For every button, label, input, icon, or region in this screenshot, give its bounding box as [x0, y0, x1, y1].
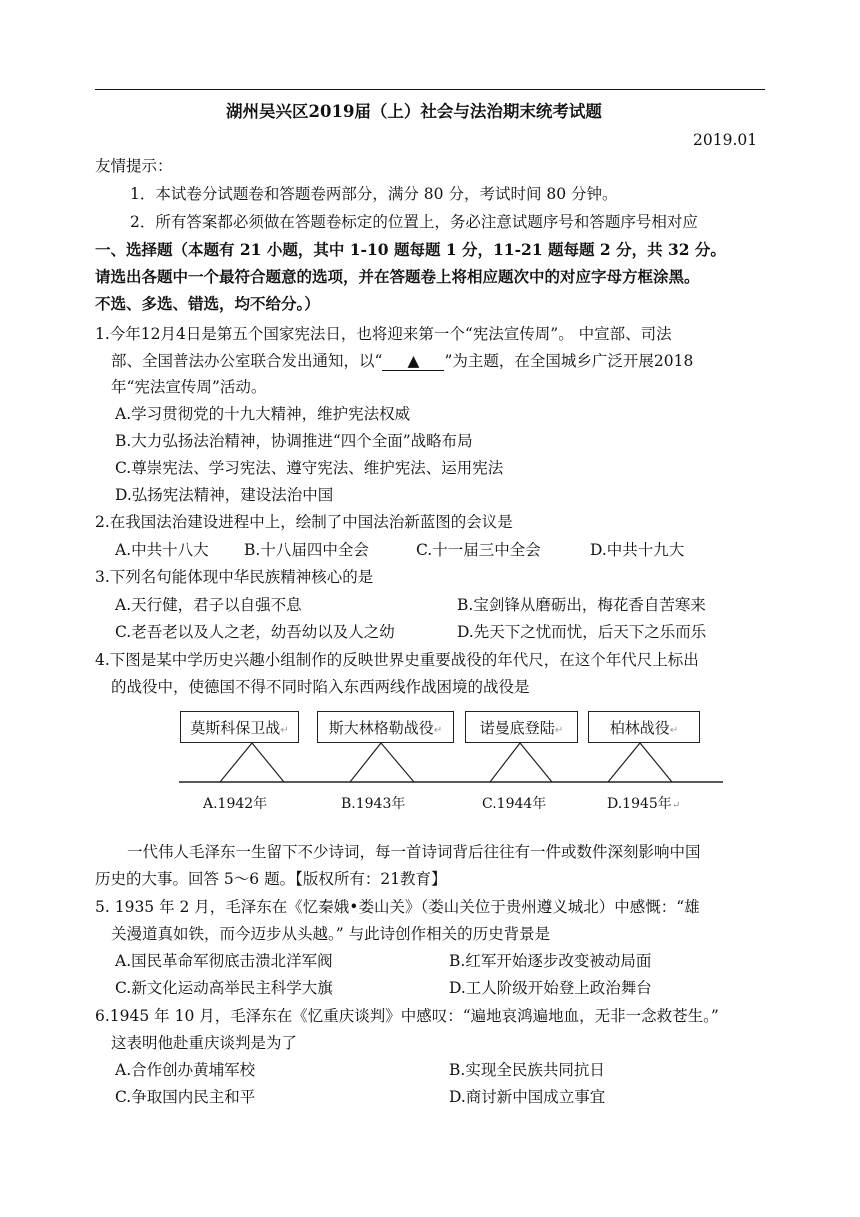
battle-berlin: [588, 711, 700, 743]
q1-stem-post: ”为主题，在全国城乡广泛开展2018: [444, 352, 694, 370]
q3-option-a: A.天行健，君子以自强不息: [115, 596, 302, 614]
q6-stem-line1: 6.1945 年 10 月，毛泽东在《忆重庆谈判》中感叹：“遍地哀鸿遍地血，无非一念救苍生。”: [95, 1007, 719, 1025]
battle-normandy-label: 诺曼底登陆: [479, 719, 555, 737]
year-1942: A.1942年: [203, 796, 268, 812]
q3-stem: 3.下列名句能体现中华民族精神核心的是: [95, 568, 374, 586]
battle-berlin-label: 柏林战役: [609, 719, 670, 737]
q5-option-c: C.新文化运动高举民主科学大旗: [115, 979, 333, 997]
q6-option-a: A.合作创办黄埔军校: [115, 1061, 256, 1079]
q3-option-c: C.老吾老以及人之老，幼吾幼以及人之幼: [115, 623, 395, 641]
timeline-pointer-3: [490, 743, 552, 782]
tips-label: 友情提示：: [95, 157, 173, 175]
q5-stem-line1: 5. 1935 年 2 月，毛泽东在《忆秦娥•娄山关》（娄山关位于贵州遵义城北）中感慨：“雄: [95, 898, 700, 916]
q5-option-d: D.工人阶级开始登上政治舞台: [449, 979, 652, 997]
q6-option-b: B.实现全民族共同抗日: [449, 1061, 605, 1079]
q1-option-d: D.弘扬宪法精神，建设法治中国: [115, 486, 334, 504]
return-mark: ↵: [280, 725, 289, 736]
q6-option-c: C.争取国内民主和平: [115, 1088, 256, 1106]
return-mark: ↵: [554, 725, 564, 736]
timeline-pointer-4: [608, 743, 672, 782]
battle-moscow: [180, 711, 299, 743]
timeline-pointer-2: [350, 743, 414, 782]
q2-option-a: A.中共十八大: [115, 541, 209, 559]
q3-option-d: D.先天下之忧而忧，后天下之乐而乐: [457, 623, 707, 641]
year-1945: D.1945年: [607, 796, 672, 812]
battle-stalingrad-label: 斯大林格勒战役: [328, 719, 434, 737]
battle-stalingrad: [317, 711, 454, 743]
q2-option-b: B.十八届四中全会: [244, 541, 369, 559]
tip-1: 1．本试卷分试题卷和答题卷两部分，满分 80 分，考试时间 80 分钟。: [130, 185, 618, 203]
q1-stem-line1: 1.今年12月4日是第五个国家宪法日，也将迎来第一个“宪法宣传周”。 中宣部、司法: [95, 325, 672, 343]
q1-option-a: A.学习贯彻党的十九大精神，维护宪法权威: [115, 405, 411, 423]
timeline-diagram: [175, 705, 730, 820]
q1-option-c: C.尊崇宪法、学习宪法、遵守宪法、维护宪法、运用宪法: [115, 459, 504, 477]
header-rule: [95, 89, 765, 90]
exam-date: 2019.01: [693, 131, 758, 149]
q2-stem: 2.在我国法治建设进程中上，绘制了中国法治新蓝图的会议是: [95, 513, 513, 531]
q2-option-c: C.十一届三中全会: [416, 541, 541, 559]
return-mark: ↵: [671, 800, 681, 811]
q4-stem-line2: 的战役中，使德国不得不同时陷入东西两线作战困境的战役是: [111, 678, 530, 696]
q2-option-d: D.中共十九大: [590, 541, 685, 559]
q1-stem-line3: 年“宪法宣传周”活动。: [111, 378, 267, 396]
section-rules: 不选、多选、错选，均不给分。）: [95, 294, 320, 313]
q5-option-a: A.国民革命军彻底击溃北洋军阀: [115, 952, 333, 970]
q1-stem-pre: 部、全国普法办公室联合发出通知，以“: [111, 352, 383, 370]
q3-option-b: B.宝剑锋从磨砺出，梅花香自苦寒来: [457, 596, 706, 614]
answer-blank: ▲: [382, 352, 444, 371]
exam-title: 湖州吴兴区2019届（上）社会与法治期末统考试题: [226, 102, 602, 121]
timeline-pointer-1: [220, 743, 284, 782]
passage-line1: 一代伟人毛泽东一生留下不少诗词，每一首诗词背后往往有一件或数件深刻影响中国: [127, 843, 701, 861]
return-mark: ↵: [433, 725, 443, 736]
section-instructions: 请选出各题中一个最符合题意的选项，并在答题卷上将相应题次中的对应字母方框涂黑。: [95, 267, 700, 286]
tip-2: 2．所有答案都必须做在答题卷标定的位置上，务必注意试题序号和答题序号相对应: [130, 213, 698, 231]
q5-option-b: B.红军开始逐步改变被动局面: [449, 952, 652, 970]
q4-stem-line1: 4.下图是某中学历史兴趣小组制作的反映世界史重要战役的年代尺，在这个年代尺上标出: [95, 651, 699, 669]
year-1945-wrap: [607, 793, 680, 813]
q6-option-d: D.商讨新中国成立事宜: [449, 1088, 606, 1106]
battle-normandy: [465, 711, 578, 743]
return-mark: ↵: [669, 725, 679, 736]
section-heading: 一、选择题（本题有 21 小题，其中 1-10 题每题 1 分，11-21 题每题 2 分，共 32 分。: [95, 240, 726, 259]
q1-option-b: B.大力弘扬法治精神，协调推进“四个全面”战略布局: [115, 432, 473, 450]
q5-stem-line2: 关漫道真如铁，而今迈步从头越。” 与此诗创作相关的历史背景是: [111, 925, 551, 943]
q6-stem-line2: 这表明他赴重庆谈判是为了: [111, 1034, 298, 1052]
battle-moscow-label: 莫斯科保卫战: [190, 719, 281, 737]
q1-stem-line2: [111, 350, 693, 372]
passage-line2: 历史的大事。回答 5～6 题。【版权所有：21教育】: [95, 870, 447, 888]
year-1944: C.1944年: [482, 796, 547, 812]
year-1943: B.1943年: [341, 796, 406, 812]
